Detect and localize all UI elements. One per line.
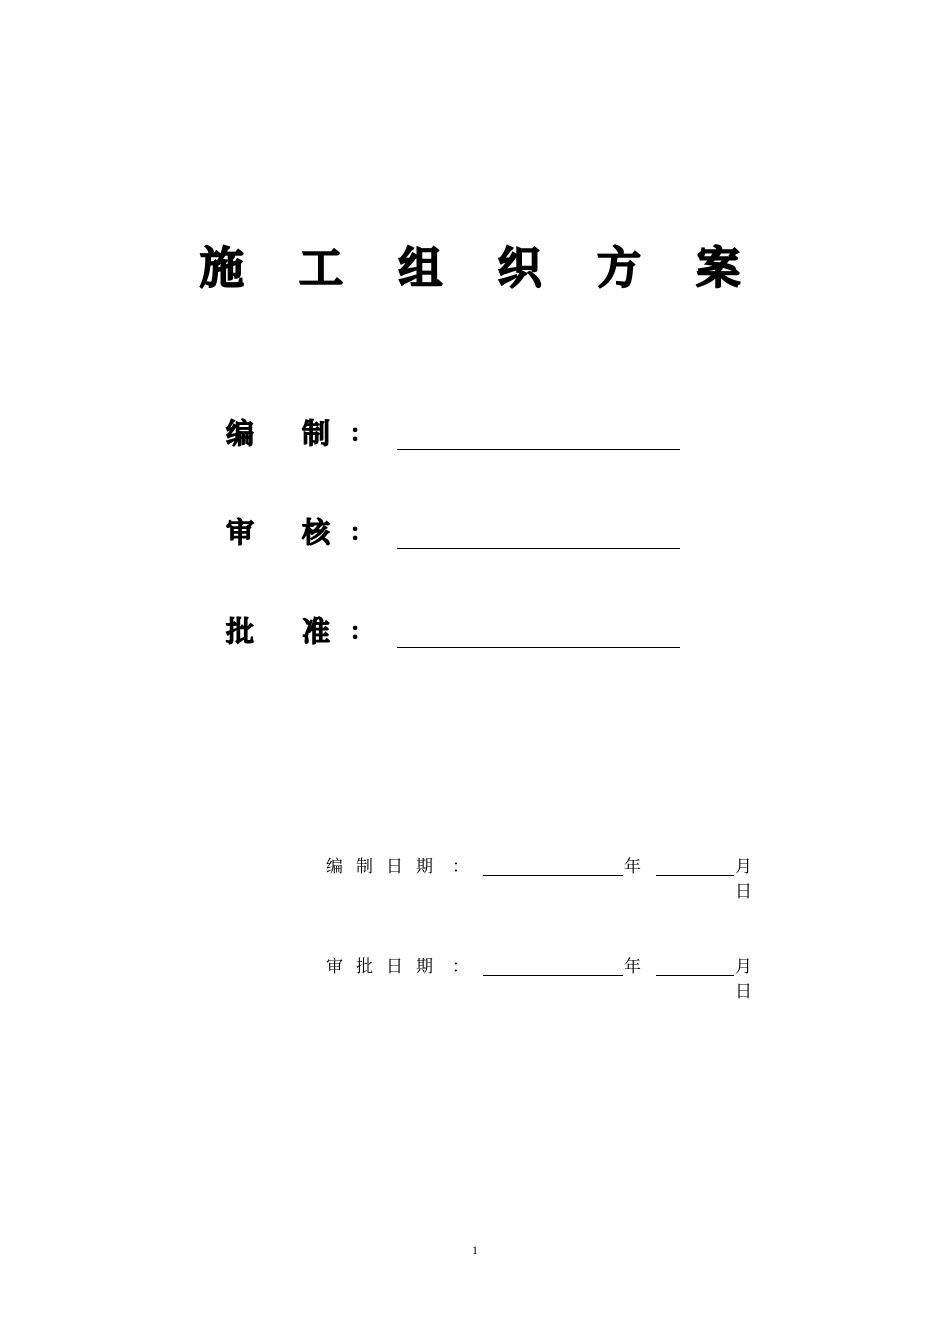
compiler-label-char-2: 制: [302, 417, 331, 450]
approver-signature-line: [397, 647, 680, 648]
approve-date-row: [326, 955, 756, 1007]
compile-date-colon: ：: [452, 857, 469, 877]
approve-day-label: 日: [735, 982, 752, 1002]
compiler-signature-row: [226, 414, 686, 454]
reviewer-label-colon: ：: [350, 520, 373, 546]
compiler-label-char-1: 编: [226, 417, 255, 450]
approver-label-char-2: 准: [302, 615, 331, 648]
approve-year-line: [483, 975, 623, 976]
compile-date-label: 编制日期: [326, 857, 446, 877]
compile-year-line: [483, 875, 623, 876]
page-number: 1: [472, 1243, 478, 1257]
approve-date-colon: ：: [452, 957, 469, 977]
reviewer-signature-row: [226, 513, 686, 553]
compile-year-label: 年: [624, 857, 641, 877]
document-title: 施 工 组 织 方 案: [199, 243, 761, 294]
approve-date-label: 审批日期: [326, 957, 446, 977]
compile-day-label: 日: [735, 882, 752, 902]
reviewer-label-char-2: 核: [302, 516, 331, 549]
approve-month-line: [656, 975, 734, 976]
approver-signature-row: [226, 612, 686, 652]
approve-month-label: 月: [735, 957, 752, 977]
reviewer-signature-line: [397, 548, 680, 549]
compile-month-label: 月: [735, 857, 752, 877]
compile-date-row: [326, 855, 756, 907]
approver-label-colon: ：: [350, 619, 373, 645]
compiler-signature-line: [397, 449, 680, 450]
compile-month-line: [656, 875, 734, 876]
approver-label-char-1: 批: [226, 615, 255, 648]
approve-year-label: 年: [624, 957, 641, 977]
compiler-label-colon: ：: [350, 421, 373, 447]
reviewer-label-char-1: 审: [226, 516, 255, 549]
